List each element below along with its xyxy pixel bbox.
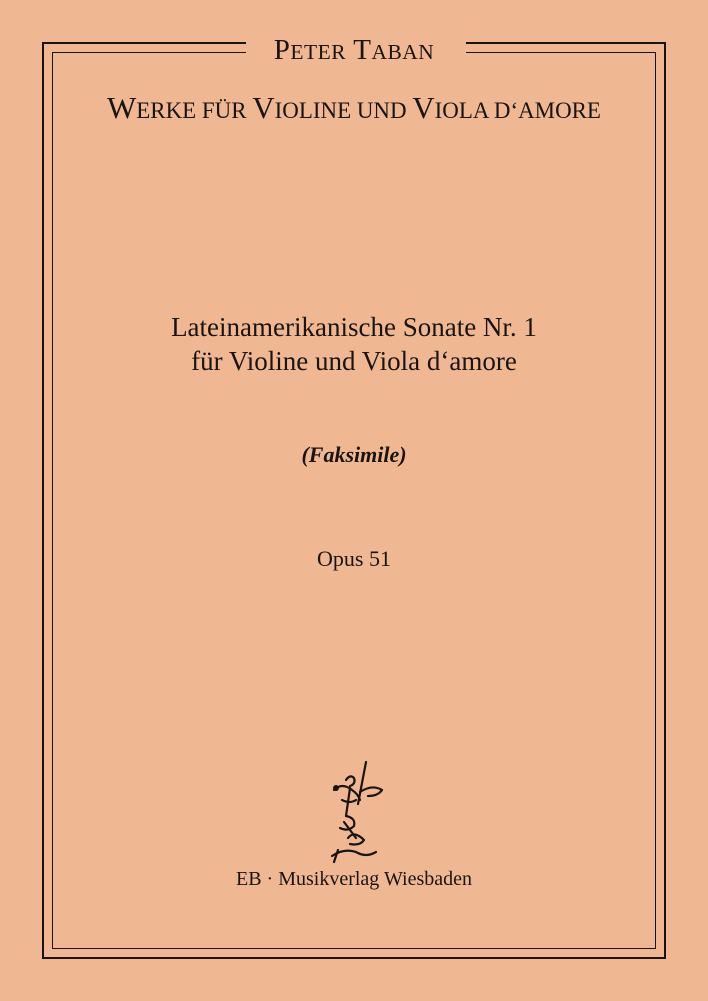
violinist-figure-icon xyxy=(320,760,390,864)
edition-note: (Faksimile) xyxy=(301,442,407,467)
opus-number: Opus 51 xyxy=(317,546,391,571)
composer-name: PETER TABAN xyxy=(273,34,435,66)
series-title: WERKE FÜR VIOLINE UND VIOLA D‘AMORE xyxy=(107,90,601,125)
work-title xyxy=(0,310,708,378)
work-title-line-2: für Violine und Viola d‘amore xyxy=(191,346,517,376)
work-title-line-1: Lateinamerikanische Sonate Nr. 1 xyxy=(171,312,537,342)
publisher-name: EB · Musikverlag Wiesbaden xyxy=(236,868,472,890)
